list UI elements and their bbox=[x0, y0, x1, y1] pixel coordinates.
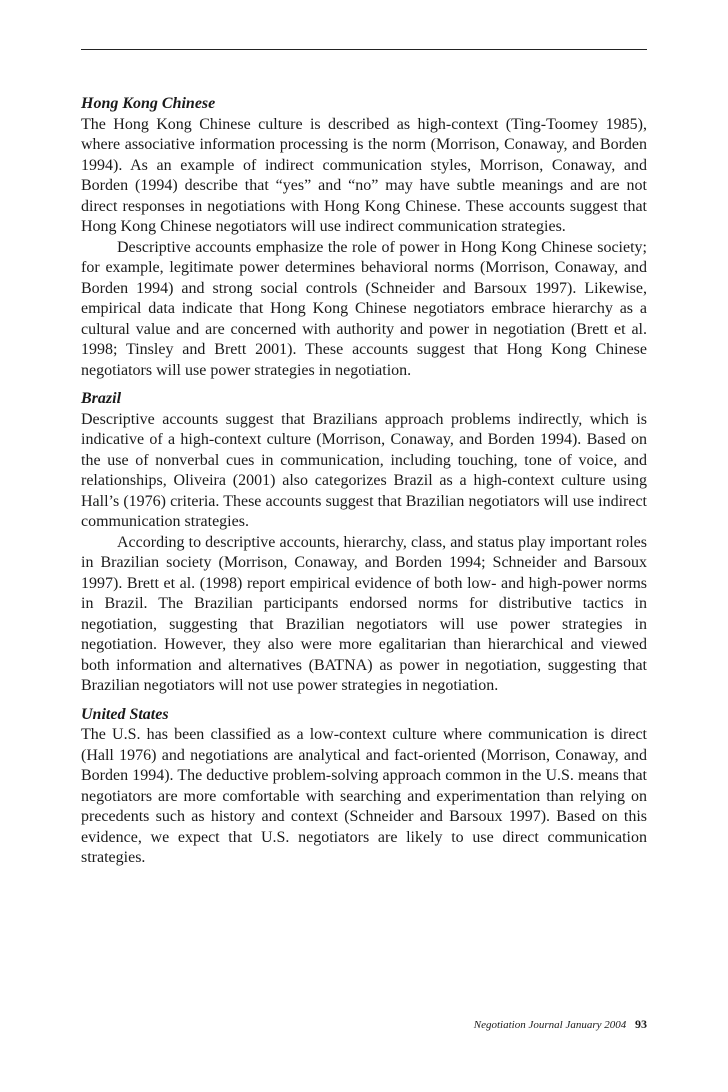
section-brazil bbox=[81, 389, 647, 697]
journal-name: Negotiation Journal bbox=[473, 1019, 563, 1031]
article-body bbox=[81, 94, 647, 877]
paragraph: Descriptive accounts suggest that Brazilians approach problems indirectly, which is indicative of a high-context culture (Morrison, Conaway, and Borden 1994). Based on the use of nonverbal cues in communication, including touching, tone of voice, and relationships, Oliveira (2001) also categorizes Brazil as a high-context culture using Hall’s (1976) criteria. These accounts suggest that Brazilian negotiators will use indirect communication strategies. bbox=[81, 410, 647, 530]
page-number: 93 bbox=[635, 1017, 647, 1031]
paragraph: The Hong Kong Chinese culture is described as high-context (Ting-Toomey 1985), where associative information processing is the norm (Morrison, Conaway, and Borden 1994). As an example of indirect communication styles, Morrison, Conaway, and Borden (1994) describe that “yes” and “no” may have subtle meanings and are not direct responses in negotiations with Hong Kong Chinese. These accounts suggest that Hong Kong Chinese negotiators will use indirect communication strategies. bbox=[81, 115, 647, 235]
section-heading: United States bbox=[81, 705, 169, 723]
section-heading: Hong Kong Chinese bbox=[81, 95, 216, 112]
section-hong-kong-chinese bbox=[81, 94, 647, 381]
section-heading: Brazil bbox=[81, 390, 122, 407]
paragraph: According to descriptive accounts, hierarchy, class, and status play important roles in Brazilian society (Morrison, Conaway, and Borden 1994; Schneider and Barsoux 1997). Brett et al. (1998) report empirical evidence of both low- and high-power norms in Brazil. The Brazilian participants endorsed norms for distributive tactics in negotiation, suggesting that Brazilian negotiators will use power strategies in negotiation. However, they also were more egalitarian than hierarchical and viewed both information and alternatives (BATNA) as power in negotiation, suggesting that Brazilian negotiators will not use power strategies in negotiation. bbox=[81, 533, 647, 694]
page-footer bbox=[474, 1017, 647, 1032]
paragraph: Descriptive accounts emphasize the role of power in Hong Kong Chinese society; for example, legitimate power determines behavioral norms (Morrison, Conaway, and Borden 1994) and strong social controls (Schneider and Barsoux 1997). Likewise, empirical data indicate that Hong Kong Chinese negotiators embrace hierarchy as a cultural value and are concerned with authority and power in negotiation (Brett et al. 1998; Tinsley and Brett 2001). These accounts suggest that Hong Kong Chinese negotiators will use power strategies in negotiation. bbox=[81, 238, 647, 379]
header-rule bbox=[81, 49, 647, 50]
issue-date: January 2004 bbox=[565, 1019, 627, 1031]
paragraph: The U.S. has been classified as a low-context culture where communication is direct (Hall 1976) and negotiations are analytical and fact-oriented (Morrison, Conaway, and Borden 1994). The deductive problem-solving approach common in the U.S. means that negotiators are more comfortable with searching and experimentation than relying on precedents such as history and context (Schneider and Barsoux 1997). Based on this evidence, we expect that U.S. negotiators are likely to use direct communication strategies. bbox=[81, 726, 647, 866]
section-united-states bbox=[81, 705, 647, 869]
